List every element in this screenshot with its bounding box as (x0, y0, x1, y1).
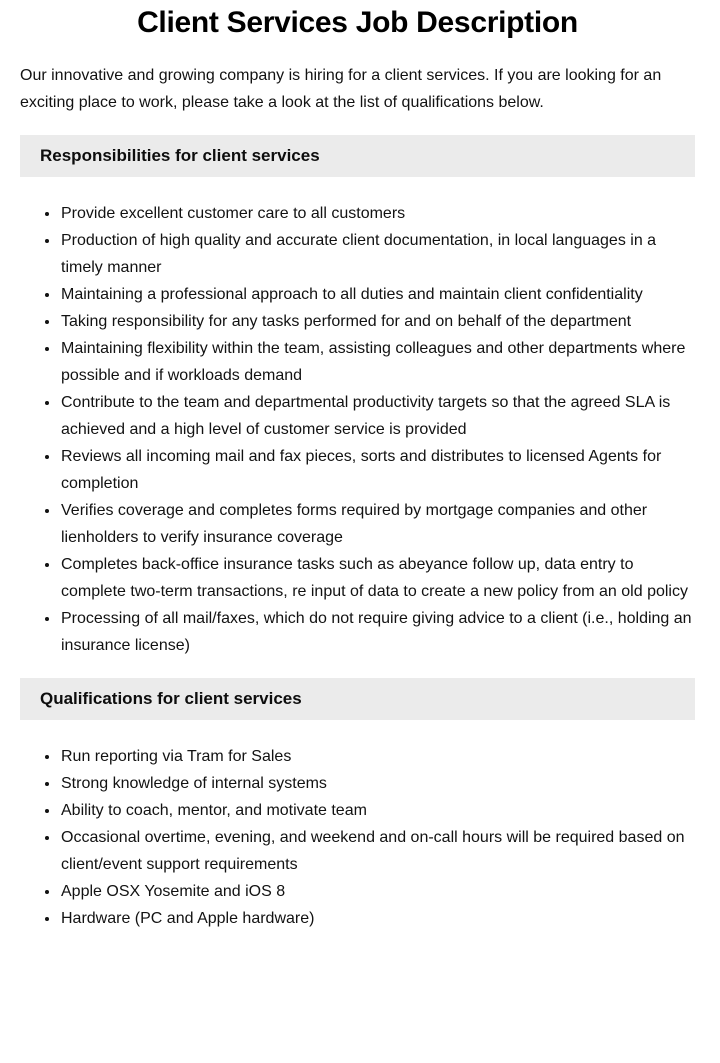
list-item: • Taking responsibility for any tasks performed for and on behalf of the department (60, 308, 695, 335)
list-item: • Ability to coach, mentor, and motivate team (60, 797, 695, 824)
list-item: • Processing of all mail/faxes, which do not require giving advice to a client (i.e., holding an insurance license) (60, 605, 695, 659)
job-description-page (0, 6, 720, 1063)
list-item: • Maintaining a professional approach to all duties and maintain client confidentiality (60, 281, 695, 308)
intro-paragraph: Our innovative and growing company is hiring for a client services. If you are looking for an exciting place to work, please take a look at the list of qualifications below. (20, 67, 662, 111)
list-item: • Completes back-office insurance tasks such as abeyance follow up, data entry to complete two-term transactions, re input of data to create a new policy from an old policy (60, 551, 695, 605)
responsibilities-list (20, 200, 695, 659)
page-title: Client Services Job Description (137, 6, 578, 39)
list-item: • Reviews all incoming mail and fax pieces, sorts and distributes to licensed Agents for completion (60, 443, 695, 497)
section-heading-qualifications: Qualifications for client services (40, 689, 302, 708)
qualifications-list (20, 743, 695, 932)
list-item: • Verifies coverage and completes forms required by mortgage companies and other lienholders to verify insurance coverage (60, 497, 695, 551)
list-item: • Occasional overtime, evening, and weekend and on-call hours will be required based on client/event support requirements (60, 824, 695, 878)
list-item: • Strong knowledge of internal systems (60, 770, 695, 797)
list-item: • Hardware (PC and Apple hardware) (60, 905, 695, 932)
list-item: • Apple OSX Yosemite and iOS 8 (60, 878, 695, 905)
list-item: • Run reporting via Tram for Sales (60, 743, 695, 770)
list-item: • Contribute to the team and departmental productivity targets so that the agreed SLA is achieved and a high level of customer service is provided (60, 389, 695, 443)
list-item: • Production of high quality and accurate client documentation, in local languages in a timely manner (60, 227, 695, 281)
section-bar-qualifications (20, 678, 695, 720)
list-item: • Maintaining flexibility within the team, assisting colleagues and other departments where possible and if workloads demand (60, 335, 695, 389)
section-heading-responsibilities: Responsibilities for client services (40, 146, 320, 165)
section-bar-responsibilities (20, 135, 695, 177)
list-item: • Provide excellent customer care to all customers (60, 200, 695, 227)
